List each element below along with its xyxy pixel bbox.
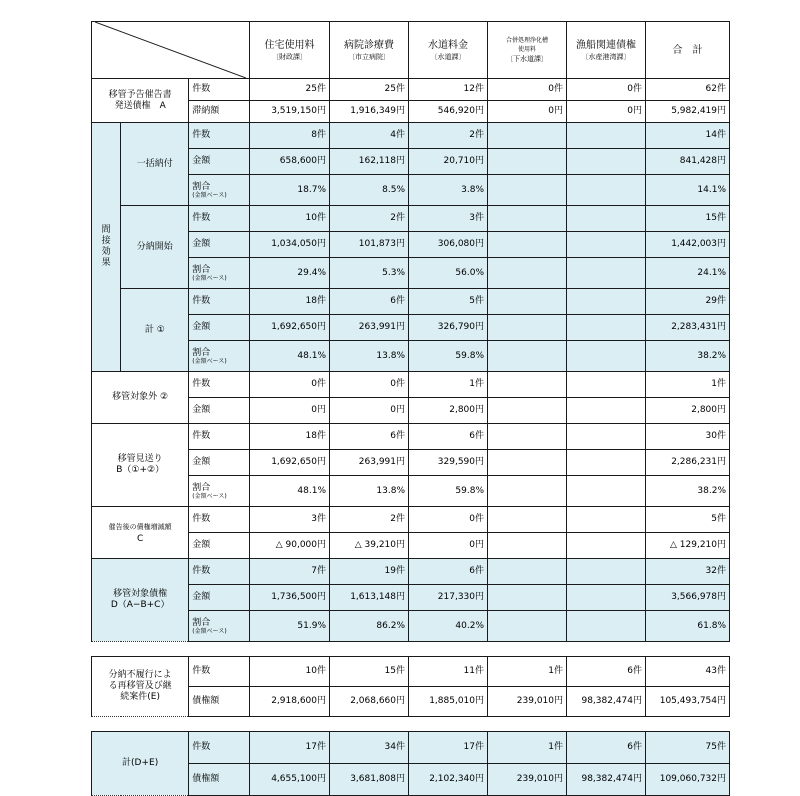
table-row: 金額 1,736,500円 1,613,148円 217,330円 3,566,978円 — [92, 585, 730, 611]
table-row: 移管見送り B（①+②） 件数 18件 6件 6件 30件 — [92, 424, 730, 450]
table-row: 金額 1,692,650円 263,991円 329,590円 2,286,231円 — [92, 450, 730, 476]
table-row: 債権額 4,655,100円 3,681,808円 2,102,340円 239,010円 98,382,474円 109,060,732円 — [92, 764, 730, 796]
lump-payment-label: 一括納付 — [121, 123, 189, 206]
subtotal-label: 計 ① — [121, 289, 189, 372]
table-row: 催告後の債権増減額 C 件数 3件 2件 0件 5件 — [92, 507, 730, 533]
section-a-label: 移管予告催告書 発送債権 A — [92, 79, 189, 123]
section-d-label: 移管対象債権 D（A−B+C） — [92, 559, 189, 642]
col-header-septic: 合併処理浄化槽 使用料 〔下水道課〕 — [488, 22, 567, 79]
col-header-housing: 住宅使用料 〔財政課〕 — [250, 22, 330, 79]
table-row: 金額 658,600円 162,118円 20,710円 841,428円 — [92, 149, 730, 175]
table-row: 金額 1,034,050円 101,873円 306,080円 1,442,003円 — [92, 232, 730, 258]
col-header-hospital: 病院診療費 〔市立病院〕 — [330, 22, 409, 79]
header-corner — [92, 22, 250, 79]
excluded-label: 移管対象外 ② — [92, 372, 189, 424]
row-label: 件数 — [189, 79, 250, 101]
table-row: 滞納額 3,519,150円 1,916,349円 546,920円 0円 0円 5,982,419円 — [92, 101, 730, 123]
table-row: 間 接 効 果 一括納付 件数 8件 4件 2件 14件 — [92, 123, 730, 149]
installment-label: 分納開始 — [121, 206, 189, 289]
indirect-effect-label: 間 接 効 果 — [92, 123, 121, 372]
table-row: 割合 (金額ベース) 51.9% 86.2% 40.2% 61.8% — [92, 611, 730, 642]
col-header-total: 合 計 — [646, 22, 730, 79]
table-row: 金額 0円 0円 2,800円 2,800円 — [92, 398, 730, 424]
table-row: 移管対象債権 D（A−B+C） 件数 7件 19件 6件 32件 — [92, 559, 730, 585]
col-header-fishing: 漁船関連債権 〔水産港湾課〕 — [567, 22, 646, 79]
section-e-label: 分納不履行によ る再移管及び継 続案件(E) — [92, 657, 189, 717]
table-row: 移管対象外 ② 件数 0件 0件 1件 1件 — [92, 372, 730, 398]
table-row: 債権額 2,918,600円 2,068,660円 1,885,010円 239,010円 98,382,474円 105,493,754円 — [92, 687, 730, 717]
table-row: 割合 (金額ベース) 48.1% 13.8% 59.8% 38.2% — [92, 341, 730, 372]
header-row — [92, 22, 730, 79]
table-row: 分納不履行によ る再移管及び継 続案件(E) 件数 10件 15件 11件 1件 6件 43件 — [92, 657, 730, 687]
table-row: 割合 (金額ベース) 18.7% 8.5% 3.8% 14.1% — [92, 175, 730, 206]
collection-results-table — [91, 21, 730, 796]
table-row: 割合 (金額ベース) 48.1% 13.8% 59.8% 38.2% — [92, 476, 730, 507]
table-row: 割合 (金額ベース) 29.4% 5.3% 56.0% 24.1% — [92, 258, 730, 289]
table-row: 金額 1,692,650円 263,991円 326,790円 2,283,431円 — [92, 315, 730, 341]
diagonal-line — [95, 22, 246, 78]
table-row: 分納開始 件数 10件 2件 3件 15件 — [92, 206, 730, 232]
table-row: 移管予告催告書 発送債権 A 件数 25件 25件 12件 0件 0件 62件 — [92, 79, 730, 101]
table-row: 計(D+E) 件数 17件 34件 17件 1件 6件 75件 — [92, 732, 730, 764]
section-b-label: 移管見送り B（①+②） — [92, 424, 189, 507]
grand-total-label: 計(D+E) — [92, 732, 189, 796]
col-header-water: 水道料金 〔水道課〕 — [409, 22, 488, 79]
section-c-label: 催告後の債権増減額 C — [92, 507, 189, 559]
row-label: 滞納額 — [189, 101, 250, 123]
table-row: 金額 △ 90,000円 △ 39,210円 0円 △ 129,210円 — [92, 533, 730, 559]
table-row: 計 ① 件数 18件 6件 5件 29件 — [92, 289, 730, 315]
